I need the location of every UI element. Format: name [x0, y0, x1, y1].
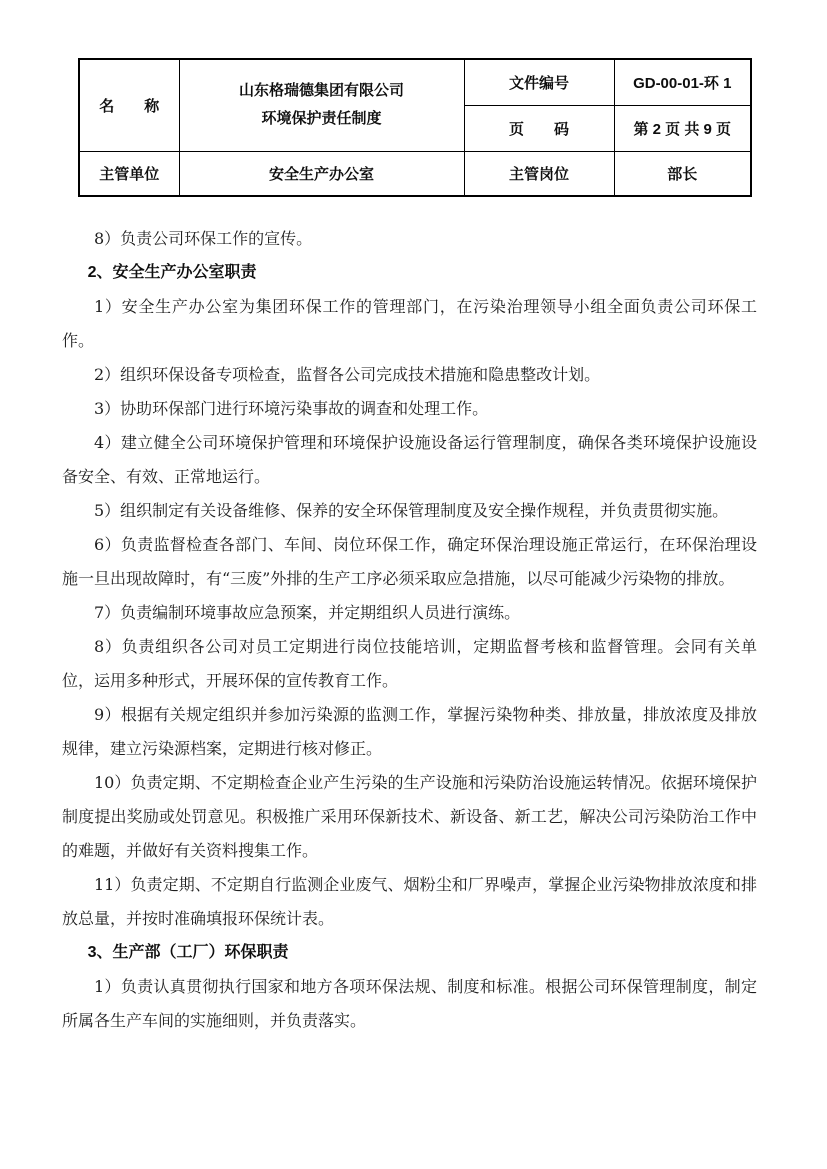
paragraph-item-6: 6）负责监督检查各部门、车间、岗位环保工作，确定环保治理设施正常运行，在环保治理设施一旦出现故障时，有“三废”外排的生产工序必须采取应急措施，以尽可能减少污染物的排放。 [62, 535, 757, 588]
section-heading-2: 2、安全生产办公室职责 [87, 264, 257, 281]
paragraph-item-9: 9）根据有关规定组织并参加污染源的监测工作，掌握污染物种类、排放量，排放浓度及排放规律，建立污染源档案，定期进行核对修正。 [62, 705, 757, 758]
doc-number-value: GD-00-01-环 1 [614, 59, 751, 105]
paragraph-item-1: 1）安全生产办公室为集团环保工作的管理部门，在污染治理领导小组全面负责公司环保工作。 [62, 297, 757, 350]
paragraph-item-2: 2）组织环保设备专项检查，监督各公司完成技术措施和隐患整改计划。 [94, 365, 601, 384]
doc-number-label: 文件编号 [464, 59, 614, 105]
supervising-post-value: 部长 [614, 151, 751, 196]
document-header-table [78, 58, 752, 197]
document-title-cell [179, 59, 464, 151]
company-name: 山东格瑞德集团有限公司 [238, 82, 404, 100]
paragraph-item-5: 5）组织制定有关设备维修、保养的安全环保管理制度及安全操作规程，并负责贯彻实施。 [94, 501, 729, 520]
paragraph-item-3: 3）协助环保部门进行环境污染事故的调查和处理工作。 [94, 399, 489, 418]
supervising-post-label: 主管岗位 [464, 151, 614, 196]
paragraph-item-7: 7）负责编制环境事故应急预案，并定期组织人员进行演练。 [94, 603, 521, 622]
paragraph-item-8-prev: 8）负责公司环保工作的宣传。 [94, 229, 313, 248]
page-number-value: 第 2 页 共 9 页 [614, 105, 751, 151]
document-title: 环境保护责任制度 [261, 110, 382, 128]
page-number-label: 页 码 [464, 105, 614, 151]
supervising-unit-label: 主管单位 [79, 151, 179, 196]
paragraph-item-3-1: 1）负责认真贯彻执行国家和地方各项环保法规、制度和标准。根据公司环保管理制度，制定所属各生产车间的实施细则，并负责落实。 [62, 977, 757, 1030]
section-heading-3: 3、生产部（工厂）环保职责 [87, 944, 289, 961]
paragraph-item-10: 10）负责定期、不定期检查企业产生污染的生产设施和污染防治设施运转情况。依据环境保护制度提出奖励或处罚意见。积极推广采用环保新技术、新设备、新工艺，解决公司污染防治工作中的难题，并做好有关资料搜集工作。 [62, 773, 757, 860]
paragraph-item-8: 8）负责组织各公司对员工定期进行岗位技能培训，定期监督考核和监督管理。会同有关单位，运用多种形式，开展环保的宣传教育工作。 [62, 637, 757, 690]
supervising-unit-value: 安全生产办公室 [179, 151, 464, 196]
name-label: 名 称 [79, 59, 179, 151]
document-body [62, 222, 757, 1038]
paragraph-item-11: 11）负责定期、不定期自行监测企业废气、烟粉尘和厂界噪声，掌握企业污染物排放浓度和排放总量，并按时准确填报环保统计表。 [62, 875, 757, 928]
paragraph-item-4: 4）建立健全公司环境保护管理和环境保护设施设备运行管理制度，确保各类环境保护设施设备安全、有效、正常地运行。 [62, 433, 757, 486]
